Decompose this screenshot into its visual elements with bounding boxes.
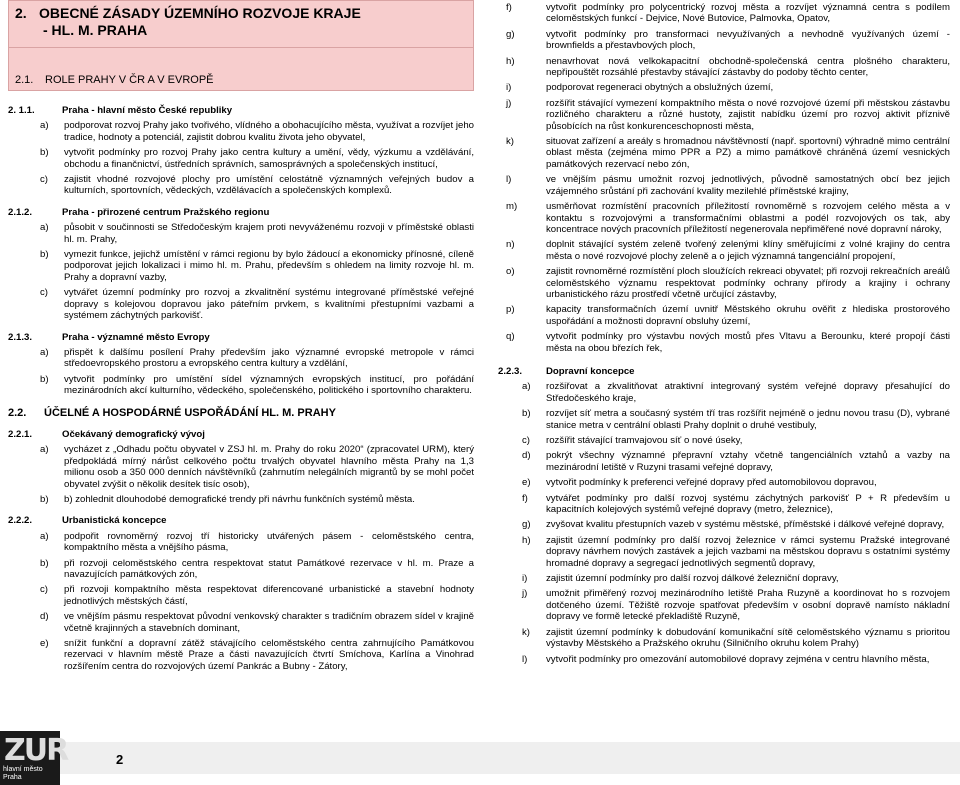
list-marker: l)	[506, 174, 512, 186]
subsection-title: Praha - významné město Evropy	[62, 331, 210, 343]
list-marker: a)	[40, 346, 49, 358]
list-item-text: doplnit stávající systém zeleně tvořený zelenými klíny směřujícími z volné krajiny do centra města o nové rozvojové plochy zeleně a o jejich významná tangenciální propojení,	[546, 239, 950, 262]
list-item-text: vycházet z „Odhadu počtu obyvatel v ZSJ hl. m. Prahy do roku 2020“ (zpracovatel URM), který předpokládá mírný nárůst celkového počtu trvalých obyvatel hlavního města Prahy na 1,3 milionu osob a 350 000 denních návštěvníků (zahrnutím nelegálních migrantů by se mohl počet obyvatel zvýšit o několik desítek tisíc osob),	[64, 444, 474, 490]
list-item	[40, 444, 474, 490]
list-item	[40, 373, 474, 397]
list-item-text: podpořit rovnoměrný rozvoj tří historicky utvářených pásem - celoměstského centra, kompaktního města a vnějšího pásma,	[64, 530, 474, 554]
list-item-text: vytvořit podmínky pro omezování automobilové dopravy zejména v centru hlavního města,	[546, 653, 930, 665]
list-item	[40, 346, 474, 370]
list-marker: e)	[522, 477, 531, 489]
list-item	[40, 584, 474, 607]
subsection-number: 2.1.2.	[8, 206, 33, 218]
list-item-text: při rozvoji celoměstského centra respektovat statut Památkové rezervace v hl. m. Praze a navazujících památkových zón,	[64, 557, 474, 580]
list-item	[40, 611, 474, 634]
section-2-2-heading	[8, 408, 474, 419]
list-item-text: kapacity transformačních území uvnitř Městského okruhu ověřit z hlediska prostorového uspořádání a možnosti dopravní obsluhy území,	[546, 304, 950, 327]
list-marker: g)	[506, 28, 515, 40]
list-223	[498, 381, 950, 665]
list-marker: n)	[506, 239, 515, 251]
list-222	[8, 531, 474, 672]
list-item-text: rozvíjet síť metra a současný systém tří tras rozšířit nejméně o jednu novou trasu (D), vybrané stanice metra v centrální oblasti Prahy doplnit o druhé vestibuly,	[546, 408, 950, 431]
list-item	[40, 120, 474, 143]
list-item-text: b) zohlednit dlouhodobé demografické trendy při návrhu funkčních systémů města.	[64, 493, 415, 505]
list-marker: c)	[40, 287, 48, 299]
list-item	[522, 519, 950, 531]
list-marker: k)	[506, 136, 514, 148]
list-item-text: usměrňovat rozmístění pracovních příležitostí rovnoměrně s rozvojem celého města a v kontaktu s rozvojovými a transformačními oblastmi a podél rozvojových os tak, aby koncentrace nových pracovních příležitostí negenerovala nepřiměřené nové dopravní nároky,	[546, 201, 950, 235]
list-item-text: rozšířit stávající vymezení kompaktního města o nové rozvojové území při městskou zástavbu rozličného charakteru a různé hustoty, zajistit nabídku území pro rozvoj aktivit příznivě působících na růst konkurenceschopnosti města,	[546, 97, 950, 132]
list-item-text: zajistit územní podmínky pro další rozvoj železnice v rámci systemu Pražské integrované dopravy návrhem nových zastávek a jejich vazbami na městskou dopravu s ostatními systémy hromadné dopravy a segregací jednotlivých segmentů dopravy,	[546, 534, 950, 569]
list-marker: a)	[40, 530, 49, 542]
subsection-title: Urbanistická koncepce	[62, 515, 167, 527]
list-marker: c)	[522, 435, 530, 446]
chapter-number: 2.	[15, 5, 27, 21]
list-marker: a)	[40, 444, 49, 456]
subsection-heading-211	[8, 105, 474, 116]
list-marker: f)	[522, 492, 528, 504]
list-item-text: vytvářet podmínky pro další rozvoj systému záchytných parkovišť P + R především u kapacitních kolejových systémů veřejné dopravy (metro, železnice),	[546, 492, 950, 516]
list-item	[506, 331, 950, 354]
list-marker: b)	[522, 408, 531, 420]
right-column	[498, 2, 950, 669]
list-item-text: podporovat rozvoj Prahy jako tvořivého, vlídného a obohacujícího města, využívat a rozvíjet jeho tradice, hodnoty a potenciál, zajistit dobrou kvalitu života jeho obyvatel,	[64, 120, 474, 143]
subsection-number: 2.1.3.	[8, 331, 33, 343]
list-item-text: zvyšovat kvalitu přestupních vazeb v systému městské, příměstské i dálkové veřejné dopravy,	[546, 519, 945, 531]
subsection-heading-223	[498, 366, 950, 377]
list-item	[522, 408, 950, 431]
list-item-text: vytvořit podmínky pro rozvoj Prahy jako centra kultury a umění, vědy, výzkumu a vzdělávání, obchodu a finančnictví, ústředních správních, samosprávných a společenských institucí,	[64, 147, 474, 170]
list-item	[506, 136, 950, 170]
list-item	[522, 381, 950, 404]
list-marker: a)	[40, 222, 49, 234]
list-marker: b)	[40, 373, 49, 385]
list-item	[506, 28, 950, 52]
subsection-heading-213	[8, 332, 474, 343]
list-marker: l)	[522, 653, 528, 665]
list-item	[40, 174, 474, 197]
list-marker: j)	[506, 97, 512, 109]
subsection-title: Praha - přirozené centrum Pražského regionu	[62, 206, 270, 218]
list-item-text: podporovat regeneraci obytných a obslužných území,	[546, 82, 774, 94]
list-marker: h)	[506, 55, 515, 67]
list-marker: i)	[522, 573, 528, 585]
subsection-heading-212	[8, 207, 474, 218]
list-marker: b)	[40, 493, 49, 505]
list-item-text: zajistit vhodné rozvojové plochy pro umístění celostátně významných veřejných budov a kulturních, sportovních, vědeckých, vzdělávacích a společenských komplexů.	[64, 174, 474, 197]
list-item	[506, 97, 950, 132]
chapter-title-line1: OBECNÉ ZÁSADY ÚZEMNÍHO ROZVOJE KRAJE	[39, 5, 361, 21]
list-item	[40, 557, 474, 581]
list-marker: q)	[506, 331, 515, 343]
list-item-text: vytvářet územní podmínky pro rozvoj a zkvalitnění systému integrované příměstské veřejné dopravy s kolejovou dopravou jako páteřním prvkem, s kvalitními přestupními vazbami a systémem záchytných parkovišť.	[64, 287, 474, 322]
list-marker: o)	[506, 266, 515, 278]
list-marker: p)	[506, 304, 515, 316]
list-marker: c)	[40, 174, 48, 186]
list-item	[522, 534, 950, 569]
list-item-text: vytvořit podmínky pro transformaci nevyužívaných a nevhodně využívaných území - brownfields a přestavbových ploch,	[546, 28, 950, 52]
list-marker: a)	[522, 381, 531, 393]
subsection-number: 2.2.1.	[8, 428, 33, 440]
list-221	[8, 444, 474, 505]
list-item	[522, 588, 950, 623]
list-item-text: vytvořit podmínky pro umístění sídel významných evropských institucí, pro pořádání mezinárodních akcí kulturního, vědeckého, společenského, politického i sportovního charakteru.	[64, 373, 474, 397]
zur-logo	[0, 731, 68, 785]
list-item-text: působit v součinnosti se Středočeským krajem proti nevyváženému rozvoji v příměstské oblasti hl. m. Prahy,	[64, 222, 474, 245]
list-marker: e)	[40, 638, 49, 650]
list-marker: i)	[506, 82, 512, 94]
logo-text: ZUR	[4, 733, 68, 768]
list-item-text: zajistit rovnoměrné rozmístění ploch sloužících rekreaci obyvatel; při rozvoji rekreačních areálů celoměstského významu respektovat podmínky ochrany přírody a krajiny i ochrany urbanistického rázu prostředí včetně určující zástavby,	[546, 266, 950, 300]
list-item-text: ve vnějším pásmu umožnit rozvoj jednotlivých, původně samostatných obcí bez jejich vzájemného srůstání při zachování kvality mezilehlé příměstské krajiny,	[546, 174, 950, 197]
list-212	[8, 222, 474, 321]
list-marker: b)	[40, 557, 49, 569]
list-item-text: zajistit územní podmínky pro další rozvoj dálkové železniční dopravy,	[546, 573, 839, 585]
list-marker: j)	[522, 588, 528, 600]
list-item	[506, 174, 950, 197]
page-number: 2	[116, 752, 124, 767]
list-marker: b)	[40, 147, 49, 159]
list-marker: g)	[522, 519, 531, 531]
list-item	[40, 147, 474, 170]
list-marker: k)	[522, 626, 530, 638]
chapter-title-line2: - HL. M. PRAHA	[43, 22, 148, 38]
list-item-text: rozšířit stávající tramvajovou síť o nové úseky,	[546, 435, 743, 446]
list-item	[40, 287, 474, 322]
list-213	[8, 347, 474, 397]
list-item	[506, 201, 950, 235]
subsection-number: 2.2.3.	[498, 365, 523, 377]
list-item-text: vytvořit podmínky pro výstavbu nových mostů přes Vltavu a Berounku, které propojí části města na obou březích řek,	[546, 331, 950, 354]
list-marker: f)	[506, 2, 512, 13]
subsection-heading-221	[8, 429, 474, 440]
chapter-title-box	[8, 0, 474, 48]
list-item	[522, 477, 950, 489]
list-item-text: rozšiřovat a zkvalitňovat atraktivní integrovaný systém veřejné dopravy přesahující do Středočeského kraje,	[546, 381, 950, 404]
list-item-text: nenavrhovat nová velkokapacitní obchodně-společenská centra plošného charakteru, nepřipouštět rozsáhlé přestavby stávající zástavby do podoby těchto center,	[546, 55, 950, 79]
list-item-text: vytvořit podmínky pro polycentrický rozvoj města a rozvíjet významná centra s podílem celoměstských funkcí - Dejvice, Nové Butovice, Palmovka, Opatov,	[546, 2, 950, 25]
list-222-continued	[498, 2, 950, 354]
list-item	[522, 653, 950, 665]
list-item	[522, 492, 950, 516]
list-item-text: vytvořit podmínky k preferenci veřejné dopravy před automobilovou dopravou,	[546, 477, 877, 489]
list-marker: h)	[522, 534, 531, 546]
list-item-text: přispět k dalšímu posílení Prahy především jako významné evropské metropole v rámci středoevropského prostoru a evropského centra kultury a vzdělání,	[64, 346, 474, 370]
section-title: ÚČELNÉ A HOSPODÁRNÉ USPOŘÁDÁNÍ HL. M. PRAHY	[44, 406, 336, 419]
list-item-text: při rozvoji kompaktního města respektovat diferencované urbanistické a stavební hodnoty jednotlivých městských částí,	[64, 584, 474, 607]
section-number: 2.2.	[8, 406, 27, 419]
list-item	[506, 82, 950, 94]
subsection-title: Praha - hlavní město České republiky	[62, 105, 233, 116]
list-marker: m)	[506, 201, 518, 213]
list-item	[506, 55, 950, 79]
list-item	[40, 638, 474, 672]
list-item-text: umožnit přiměřený rozvoj mezinárodního letiště Praha Ruzyně a koordinovat ho s rozvojem dotčeného území. Těžiště rozvoje spatřovat především v osobní dopravě namísto nákladní dopravy ve formě letecké překladiště Ruzyně,	[546, 588, 950, 623]
subsection-number: 2.2.2.	[8, 515, 33, 527]
list-marker: a)	[40, 120, 49, 132]
footer-bar	[60, 742, 960, 774]
list-item	[522, 626, 950, 650]
section-2-1-heading	[8, 48, 474, 91]
left-column	[8, 0, 474, 676]
section-number: 2.1.	[15, 73, 34, 86]
list-item-text: snížit funkční a dopravní zátěž stávajícího celoměstského centra zahrnujícího Památkovou rezervaci v hlavním městě Praze a části navazujících čtvrtí Smíchova, Karlína a Vinohrad rozšířením centra do rozvojových území Pankrác a Bubny - Zátory,	[64, 638, 474, 672]
subsection-title: Očekávaný demografický vývoj	[62, 428, 205, 440]
list-item-text: situovat zařízení a areály s hromadnou návštěvností (např. sportovní) výhradně mimo centrální oblast města (zejména mimo PPR a PZ) a mimo památkově chráněná území vesnických památkových rezervací nebo zón,	[546, 136, 950, 170]
list-item	[506, 239, 950, 262]
list-marker: d)	[522, 450, 531, 462]
list-item	[40, 493, 474, 505]
list-item	[40, 249, 474, 283]
list-item	[40, 222, 474, 245]
list-item-text: ve vnějším pásmu respektovat původní venkovský charakter s tradičním obrazem sídel v krajině včetně krajinných a stavebních dominant,	[64, 611, 474, 634]
list-item	[506, 266, 950, 300]
list-211	[8, 120, 474, 196]
list-item-text: vymezit funkce, jejichž umístění v rámci regionu by bylo žádoucí a ekonomicky přínosné, cíleně podporovat jejich lokalizaci i mimo hl. m. Prahu, především s ohledem na limity rozvoje hl. m. Prahy a dopravní vazby,	[64, 249, 474, 283]
list-marker: c)	[40, 584, 48, 596]
subsection-heading-222	[8, 515, 474, 526]
list-item	[522, 450, 950, 473]
list-item	[522, 573, 950, 585]
logo-caption: hlavní město Praha	[3, 766, 43, 781]
list-item	[522, 435, 950, 446]
list-item	[506, 2, 950, 25]
section-title: ROLE PRAHY V ČR A V EVROPĚ	[45, 73, 214, 86]
list-marker: b)	[40, 249, 49, 261]
subsection-number: 2. 1.1.	[8, 105, 35, 116]
list-marker: d)	[40, 611, 49, 623]
list-item-text: zajistit územní podmínky k dobudování komunikační sítě celoměstského významu s prioritou výstavby Městského a Pražského okruhu (Silničního okruhu kolem Prahy)	[546, 626, 950, 650]
list-item	[506, 304, 950, 327]
list-item	[40, 530, 474, 554]
subsection-title: Dopravní koncepce	[546, 365, 635, 377]
list-item-text: pokrýt všechny významné přepravní vztahy včetně tangenciálních vztahů a vazby na mezinárodní letiště v Ruzyni trasami veřejné dopravy,	[546, 450, 950, 473]
